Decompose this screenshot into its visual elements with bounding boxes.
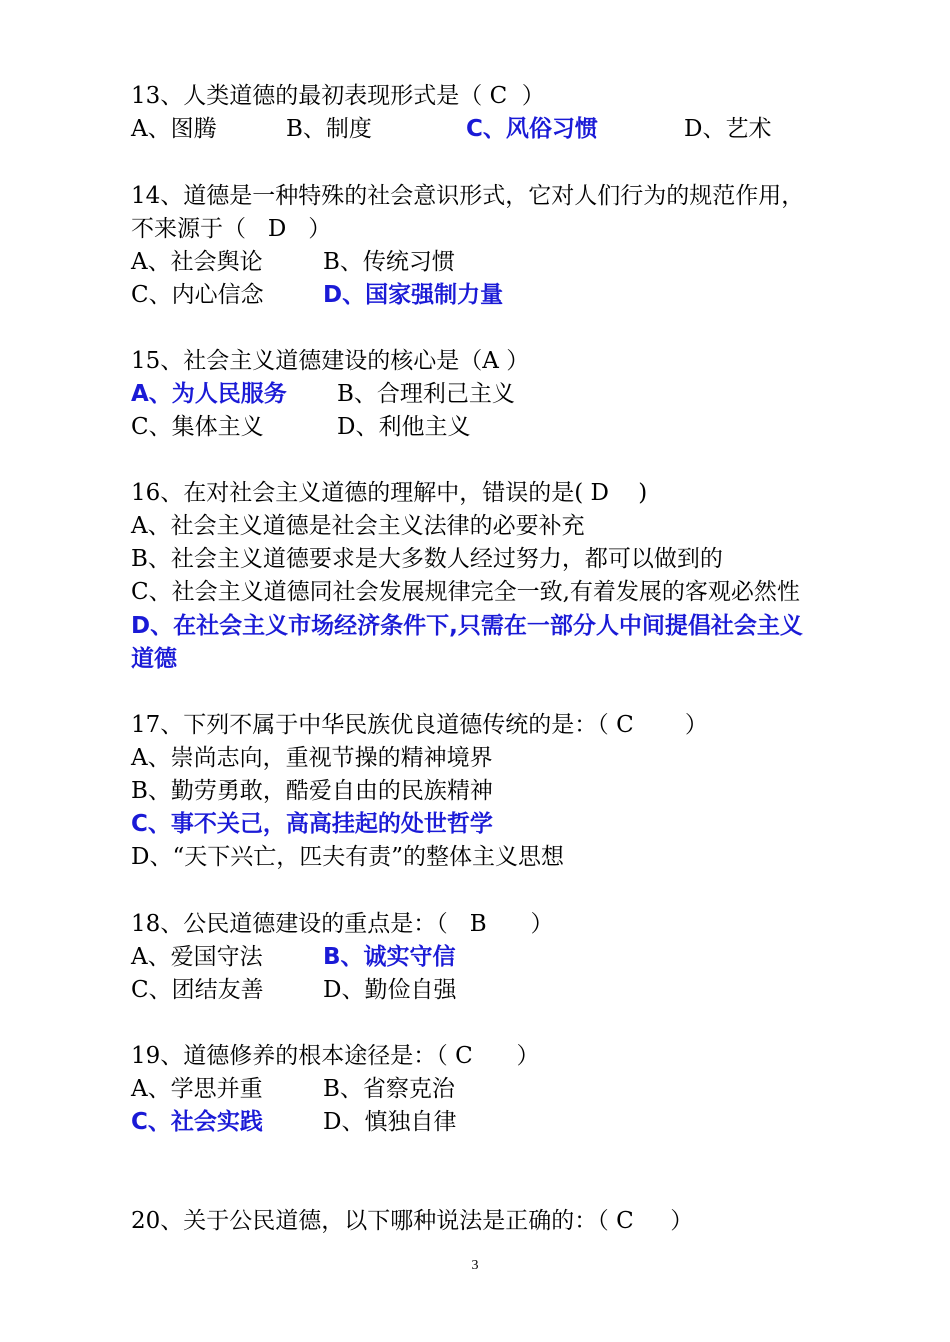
question-19-stem: 19、道德修养的根本途径是：（ C ） [131, 1043, 540, 1069]
question-14-option-a: A、社会舆论 [131, 249, 263, 275]
question-14-option-b: B、传统习惯 [323, 249, 455, 275]
question-19-options-row-2 [131, 1106, 831, 1139]
question-19-options-row-1 [131, 1073, 831, 1106]
question-15-option-d: D、利他主义 [337, 414, 471, 440]
question-17-stem: 17、下列不属于中华民族优良道德传统的是：（ C ） [131, 712, 708, 738]
question-18-option-b-answer: B、诚实守信 [323, 944, 456, 970]
question-16-option-d-answer-line-1: D、在社会主义市场经济条件下,只需在一部分人中间提倡社会主义 [131, 613, 803, 639]
question-14-options-row-2 [131, 279, 831, 312]
question-17-option-d: D、“天下兴亡，匹夫有责”的整体主义思想 [131, 844, 564, 870]
question-18-stem: 18、公民道德建设的重点是：（ B ） [131, 911, 554, 937]
question-15-option-b: B、合理利己主义 [337, 381, 515, 407]
question-14-stem-line-2: 不来源于（ D ） [131, 216, 332, 242]
question-19-option-b: B、省察克治 [323, 1076, 455, 1102]
question-13-options [131, 113, 831, 146]
question-19-option-a: A、学思并重 [131, 1076, 263, 1102]
question-16-stem: 16、在对社会主义道德的理解中，错误的是( D ) [131, 480, 648, 506]
question-13-option-d: D、艺术 [684, 116, 772, 142]
question-18-options-row-1 [131, 941, 831, 974]
question-15-option-c: C、集体主义 [131, 414, 264, 440]
question-20-stem: 20、关于公民道德，以下哪种说法是正确的：（ C ） [131, 1208, 694, 1234]
question-13-option-b: B、制度 [286, 116, 372, 142]
page-number: 3 [471, 1258, 479, 1273]
question-18-options-row-2 [131, 974, 831, 1007]
question-16-option-a: A、社会主义道德是社会主义法律的必要补充 [131, 513, 585, 539]
question-17-option-b: B、勤劳勇敢，酷爱自由的民族精神 [131, 778, 493, 804]
question-13-option-c-answer: C、风俗习惯 [466, 116, 598, 142]
question-15-options-row-1 [131, 378, 831, 411]
question-14-option-d-answer: D、国家强制力量 [323, 282, 504, 308]
question-16-option-c: C、社会主义道德同社会发展规律完全一致,有着发展的客观必然性 [131, 579, 800, 605]
question-16-option-b: B、社会主义道德要求是大多数人经过努力，都可以做到的 [131, 546, 723, 572]
question-14-stem-line-1: 14、道德是一种特殊的社会意识形式，它对人们行为的规范作用， [131, 183, 805, 209]
question-17-option-a: A、崇尚志向，重视节操的精神境界 [131, 745, 493, 771]
question-16-option-d-answer-line-2: 道德 [131, 646, 177, 672]
question-18-option-d: D、勤俭自强 [323, 977, 457, 1003]
question-15-options-row-2 [131, 411, 831, 444]
question-18-option-a: A、爱国守法 [131, 944, 263, 970]
question-13-option-a: A、图腾 [131, 116, 217, 142]
question-15-stem: 15、社会主义道德建设的核心是（A ） [131, 348, 530, 374]
question-19-option-c-answer: C、社会实践 [131, 1109, 263, 1135]
question-14-option-c: C、内心信念 [131, 282, 264, 308]
question-13-stem: 13、人类道德的最初表现形式是（ C ） [131, 83, 545, 109]
question-18-option-c: C、团结友善 [131, 977, 264, 1003]
question-14-options-row-1 [131, 246, 831, 279]
question-17-option-c-answer: C、事不关己，高高挂起的处世哲学 [131, 811, 493, 837]
question-15-option-a-answer: A、为人民服务 [131, 381, 287, 407]
question-19-option-d: D、慎独自律 [323, 1109, 457, 1135]
